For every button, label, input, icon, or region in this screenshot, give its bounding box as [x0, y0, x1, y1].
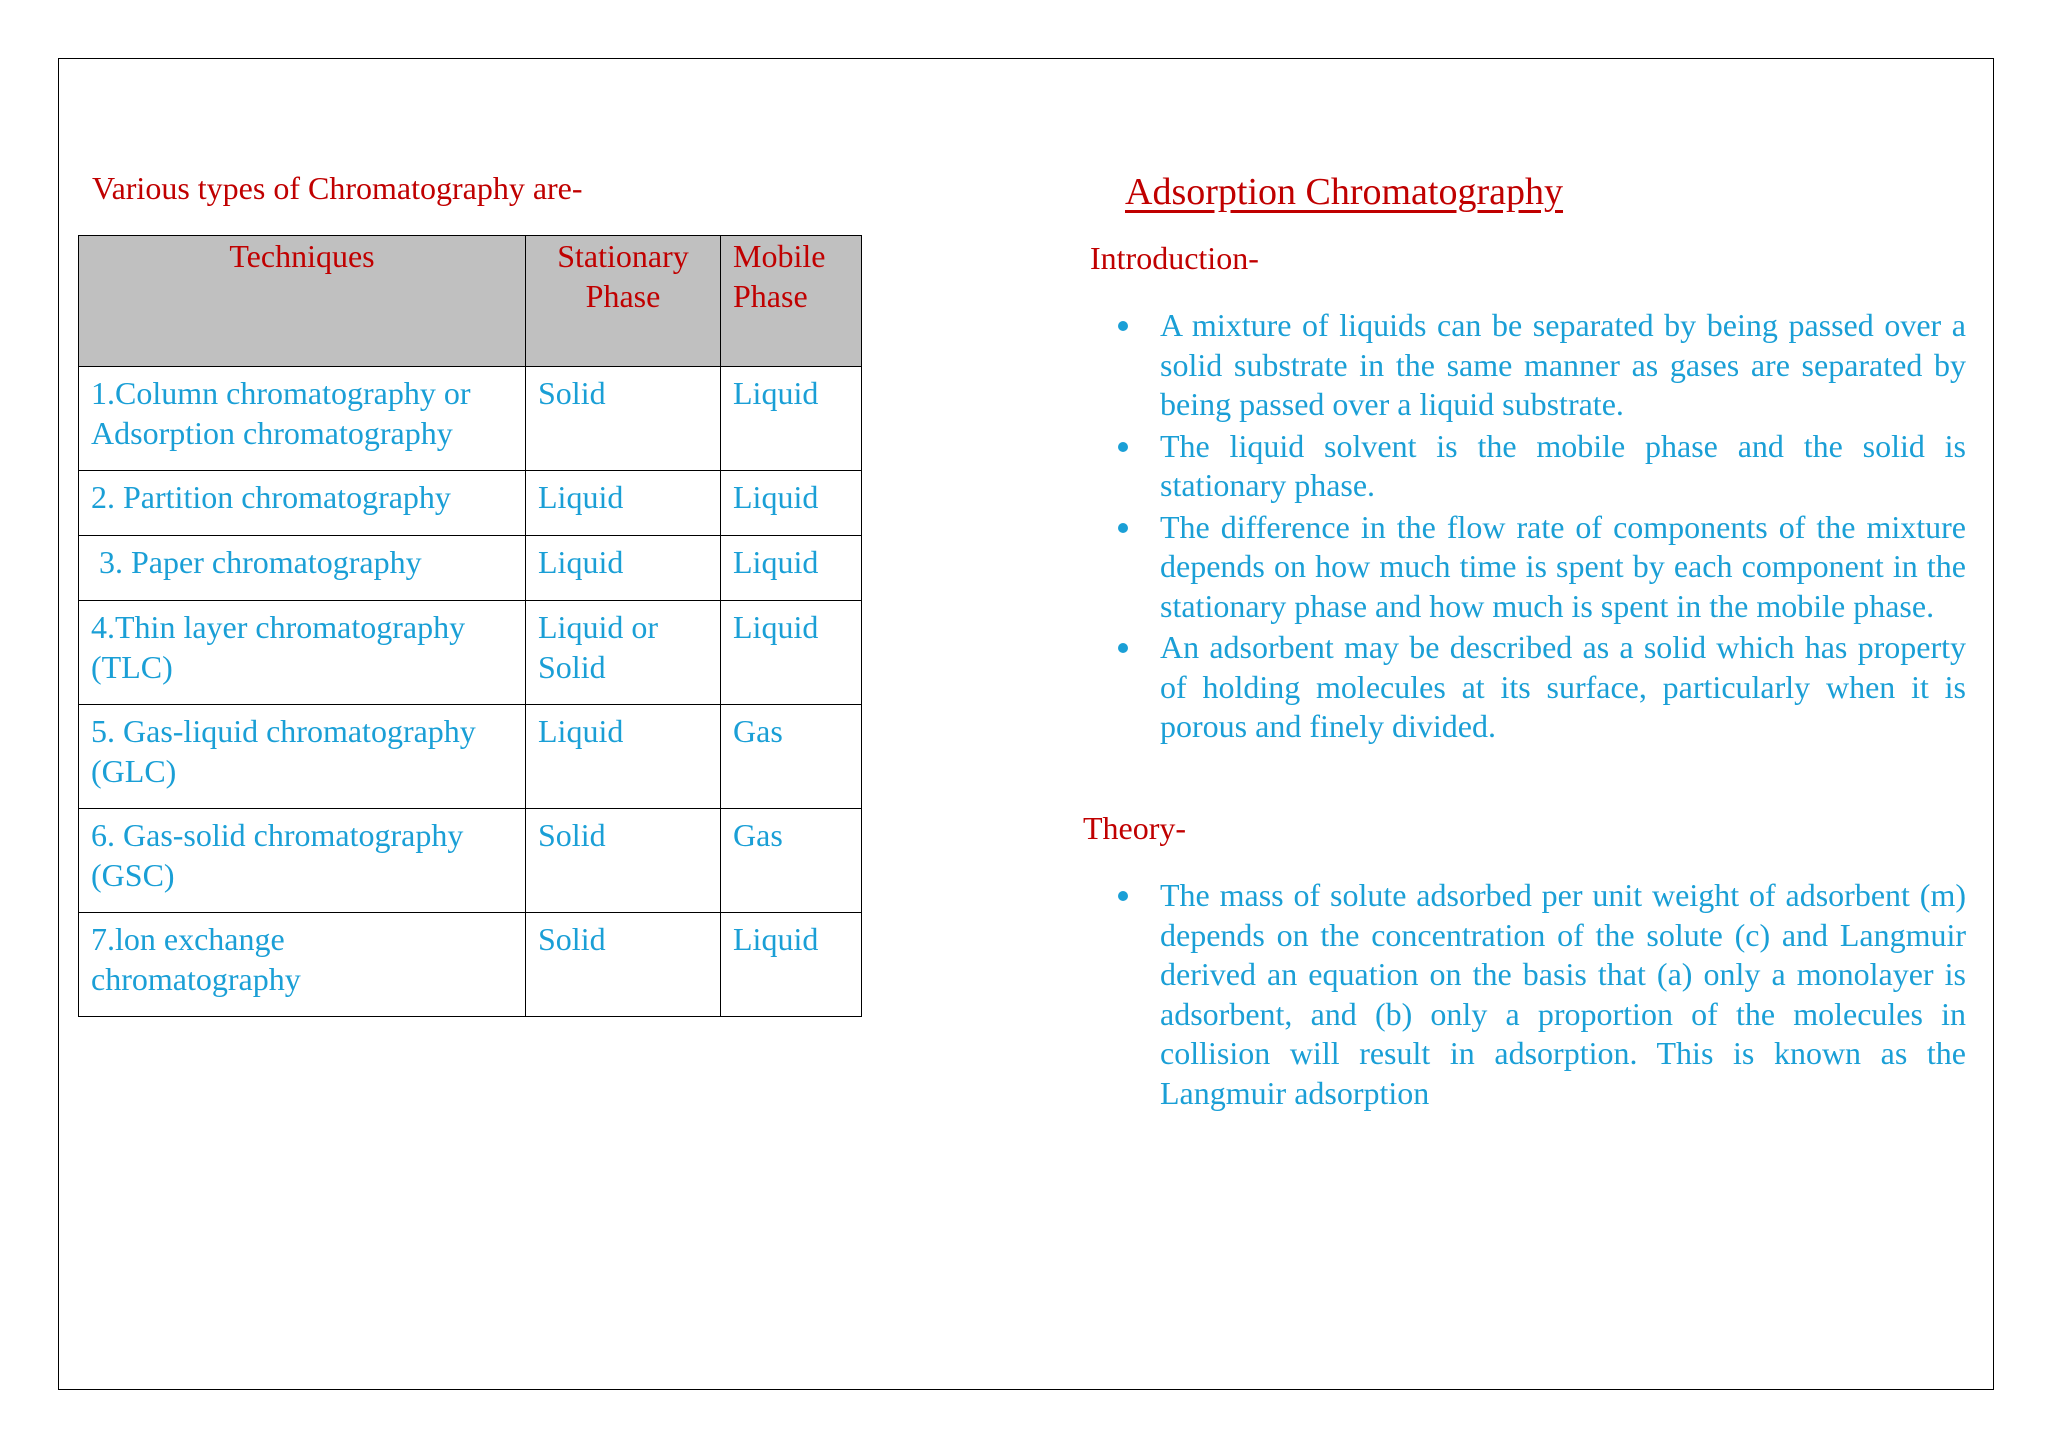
list-item [1160, 306, 1966, 425]
introduction-list [1160, 306, 1966, 749]
mobile-cell: Gas [721, 809, 862, 913]
mobile-cell: Liquid [721, 536, 862, 601]
technique-cell: 4.Thin layer chromatography (TLC) [79, 601, 526, 705]
mobile-cell: Liquid [721, 471, 862, 536]
list-item [1160, 508, 1966, 627]
technique-cell: 6. Gas-solid chromatography (GSC) [79, 809, 526, 913]
mobile-cell: Liquid [721, 367, 862, 471]
bullet-icon [1118, 523, 1128, 533]
stationary-cell: Solid [526, 809, 721, 913]
table-row [79, 705, 862, 809]
stationary-cell: Liquid [526, 705, 721, 809]
table-intro-title: Various types of Chromatography are- [92, 170, 583, 206]
bullet-icon [1118, 643, 1128, 653]
section-title: Adsorption Chromatography [1125, 171, 1564, 213]
mobile-cell: Liquid [721, 601, 862, 705]
bullet-text: A mixture of liquids can be separated by being passed over a solid substrate in the same manner as gases are separated by being passed over a liquid substrate. [1160, 307, 1966, 422]
bullet-text: An adsorbent may be described as a solid which has property of holding molecules at its surface, particularly when it is porous and finely divided. [1160, 629, 1966, 744]
list-item [1160, 628, 1966, 747]
introduction-heading: Introduction- [1090, 240, 1259, 276]
stationary-cell: Liquid [526, 471, 721, 536]
list-item [1160, 427, 1966, 506]
table-row [79, 601, 862, 705]
table-row [79, 809, 862, 913]
stationary-cell: Solid [526, 367, 721, 471]
header-techniques: Techniques [79, 236, 526, 367]
bullet-text: The mass of solute adsorbed per unit weight of adsorbent (m) depends on the concentration of the solute (c) and Langmuir derived an equation on the basis that (a) only a monolayer is adsorbent, and (b) only a proportion of the molecules in collision will result in adsorption. This is known as the Langmuir adsorption [1160, 877, 1966, 1111]
bullet-icon [1118, 442, 1128, 452]
mobile-cell: Gas [721, 705, 862, 809]
technique-cell: 1.Column chromatography or Adsorption chromatography [79, 367, 526, 471]
technique-cell: 5. Gas-liquid chromatography (GLC) [79, 705, 526, 809]
list-item [1160, 876, 1966, 1113]
technique-cell: 2. Partition chromatography [79, 471, 526, 536]
header-mobile-phase: Mobile Phase [721, 236, 862, 367]
technique-cell: 7.lon exchange chromatography [79, 913, 526, 1017]
table-row [79, 367, 862, 471]
bullet-icon [1118, 891, 1128, 901]
bullet-text: The difference in the flow rate of components of the mixture depends on how much time is spent by each component in the stationary phase and how much is spent in the mobile phase. [1160, 508, 1966, 624]
table-row [79, 913, 862, 1017]
theory-list [1160, 876, 1966, 1115]
technique-cell: 3. Paper chromatography [79, 536, 526, 601]
table-row [79, 471, 862, 536]
header-stationary-phase: Stationary Phase [526, 236, 721, 367]
theory-heading: Theory- [1083, 810, 1187, 846]
mobile-cell: Liquid [721, 913, 862, 1017]
table-header-row [79, 236, 862, 367]
chromatography-types-table [78, 235, 862, 1017]
bullet-icon [1118, 321, 1128, 331]
table-row [79, 536, 862, 601]
stationary-cell: Solid [526, 913, 721, 1017]
stationary-cell: Liquid or Solid [526, 601, 721, 705]
stationary-cell: Liquid [526, 536, 721, 601]
bullet-text: The liquid solvent is the mobile phase and the solid is stationary phase. [1160, 427, 1966, 503]
